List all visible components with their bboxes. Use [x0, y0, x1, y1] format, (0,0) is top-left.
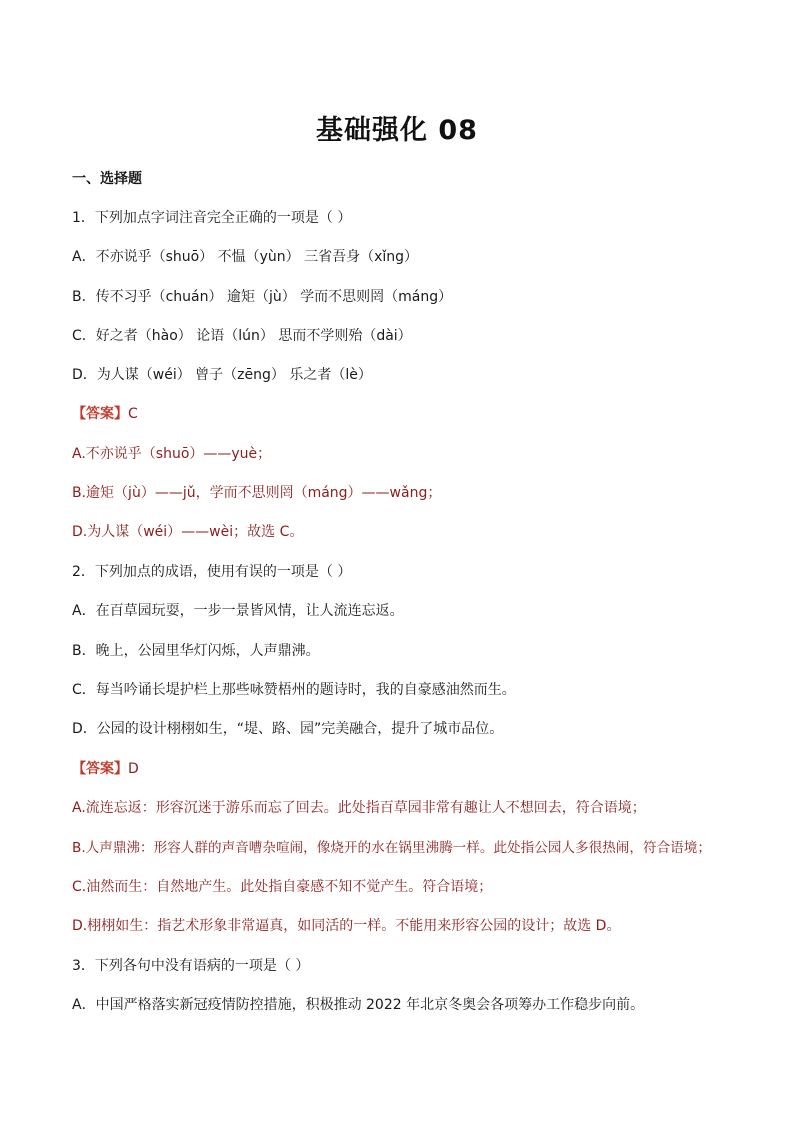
question-1-option-c: C．好之者（hào） 论语（lún） 思而不学则殆（dài） [72, 328, 412, 344]
question-2-explanation-b: B.人声鼎沸：形容人群的声音嘈杂喧闹，像烧开的水在锅里沸腾一样。此处指公园人多很热闹，符合语境； [72, 840, 711, 856]
question-3-option-a: A．中国严格落实新冠疫情防控措施，积极推动 2022 年北京冬奥会各项筹办工作稳步向前。 [72, 997, 645, 1013]
answer-label: 【答案】 [72, 761, 128, 777]
question-2-answer [72, 758, 139, 778]
question-1-explanation-a: A.不亦说乎（shuō）——yuè； [72, 446, 272, 462]
answer-label: 【答案】 [72, 406, 128, 422]
page-title: 基础强化 08 [316, 115, 478, 146]
question-1-option-d: D．为人谋（wéi） 曾子（zēng） 乐之者（lè） [72, 367, 372, 383]
question-2-option-b: B．晚上，公园里华灯闪烁，人声鼎沸。 [72, 643, 320, 659]
answer-value: C [128, 406, 138, 422]
question-2-option-c: C．每当吟诵长堤护栏上那些咏赞梧州的题诗时，我的自豪感油然而生。 [72, 682, 516, 698]
question-1-explanation-b: B.逾矩（jù）——jǔ，学而不思则罔（máng）——wǎng； [72, 485, 442, 501]
question-2-explanation-c: C.油然而生：自然地产生。此处指自豪感不知不觉产生。符合语境； [72, 879, 493, 895]
question-1-stem: 1．下列加点字词注音完全正确的一项是（ ） [72, 210, 352, 226]
section-heading: 一、选择题 [72, 171, 142, 187]
question-2-option-d: D．公园的设计栩栩如生，“堤、路、园”完美融合，提升了城市品位。 [72, 721, 504, 737]
question-2-option-a: A．在百草园玩耍，一步一景皆风情，让人流连忘返。 [72, 603, 404, 619]
question-2-explanation-a: A.流连忘返：形容沉迷于游乐而忘了回去。此处指百草园非常有趣让人不想回去，符合语境； [72, 800, 646, 816]
question-1-explanation-d: D.为人谋（wéi）——wèi；故选 C。 [72, 524, 304, 540]
question-1-option-a: A．不亦说乎（shuō） 不愠（yùn） 三省吾身（xǐng） [72, 249, 419, 265]
question-1-option-b: B．传不习乎（chuán） 逾矩（jù） 学而不思则罔（máng） [72, 289, 453, 305]
answer-value: D [128, 761, 139, 777]
question-2-explanation-d: D.栩栩如生：指艺术形象非常逼真，如同活的一样。不能用来形容公园的设计；故选 D。 [72, 918, 621, 934]
question-2-stem: 2．下列加点的成语，使用有误的一项是（ ） [72, 564, 352, 580]
question-1-answer [72, 403, 138, 423]
question-3-stem: 3．下列各句中没有语病的一项是（ ） [72, 958, 310, 974]
